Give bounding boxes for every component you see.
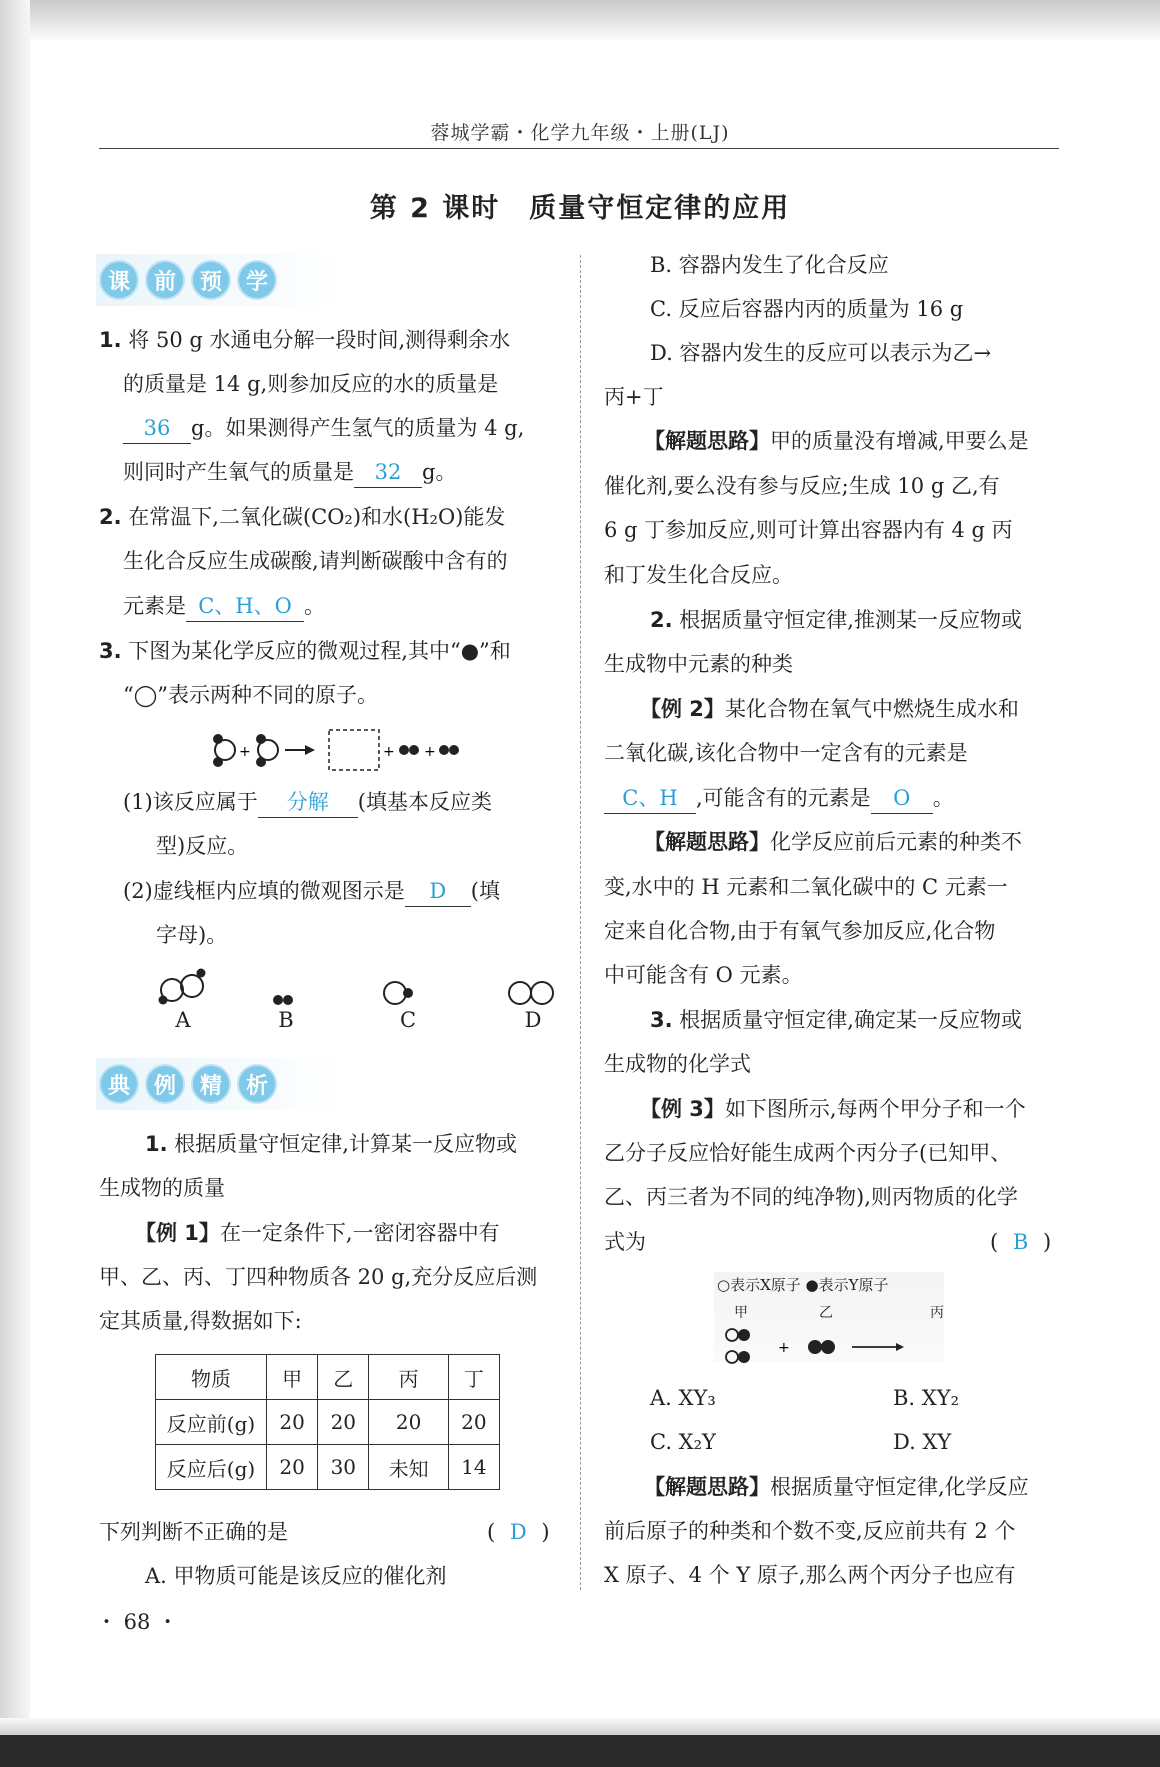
- black-atom: [399, 745, 409, 755]
- dashed-box: [329, 730, 379, 770]
- running-head: 蓉城学霸・化学九年级・上册(LJ): [430, 122, 730, 144]
- column-divider: [580, 255, 581, 1590]
- q2-text: 元素是: [123, 594, 186, 618]
- q2-line3: [123, 584, 325, 628]
- ex2-answer-1: C、H: [604, 783, 696, 814]
- topic3-text: 根据质量守恒定律,确定某一反应物或: [679, 1008, 1022, 1032]
- q3-text: (填: [470, 879, 500, 903]
- table-cell: 20: [267, 1400, 318, 1445]
- ex1-answer-bracket: [487, 1510, 550, 1554]
- table-cell: 未知: [369, 1445, 448, 1490]
- ex1-question: 下列判断不正确的是: [99, 1520, 288, 1544]
- ex2-tag: 【例 2】: [640, 697, 725, 721]
- ex3-line1: [640, 1087, 1026, 1131]
- black-atom: [403, 988, 413, 998]
- q1-text: 将 50 g 水通电分解一段时间,测得剩余水: [128, 328, 511, 352]
- q1-answer-2: 32: [354, 457, 422, 488]
- ex1-answer: D: [509, 1520, 527, 1544]
- black-atom: [439, 745, 449, 755]
- q3-reaction-diagram: [205, 724, 475, 776]
- table-cell: 20: [318, 1400, 369, 1445]
- arrow-head: [896, 1343, 904, 1351]
- table-cell: 20: [448, 1400, 499, 1445]
- ex2-tip-line3: 定来自化合物,由于有氧气参加反应,化合物: [604, 919, 996, 943]
- ex3-tip-line3: X 原子、4 个 Y 原子,那么两个丙分子也应有: [604, 1563, 1016, 1587]
- black-atom: [738, 1351, 750, 1363]
- topic3-line2: 生成物的化学式: [604, 1052, 751, 1076]
- paren-right: ): [1043, 1230, 1052, 1254]
- ex1-option-a: A. 甲物质可能是该反应的催化剂: [145, 1564, 447, 1588]
- tip-tag: 【解题思路】: [644, 830, 770, 854]
- ex1-line2: 甲、乙、丙、丁四种物质各 20 g,充分反应后测: [99, 1265, 538, 1289]
- ex1-tip-line3: 6 g 丁参加反应,则可计算出容器内有 4 g 丙: [604, 518, 1013, 542]
- tip-text: 根据质量守恒定律,化学反应: [770, 1475, 1029, 1499]
- section-badge-preview: [99, 260, 283, 300]
- black-atom: [213, 734, 223, 744]
- black-atom: [213, 757, 223, 767]
- topic2-line1: [650, 598, 1022, 642]
- ex3-line2: 乙分子反应恰好能生成两个丙分子(已知甲、: [604, 1141, 1012, 1165]
- ex2-line3: [604, 776, 954, 820]
- ex3-reaction-diagram: [720, 1320, 940, 1370]
- ex2-text: 。: [932, 786, 954, 810]
- plus-sign: +: [239, 744, 251, 760]
- ex3-option-b: B. XY₂: [893, 1386, 960, 1410]
- q1-text: g。如果测得产生氢气的质量为 4 g,: [191, 416, 525, 440]
- q3-part1-cont: 型)反应。: [156, 834, 249, 858]
- tip-text: 甲的质量没有增减,甲要么是: [770, 429, 1029, 453]
- page-bottom-shadow: [0, 1718, 1160, 1735]
- q3-answer-2: D: [405, 876, 471, 907]
- q3-option-label: B: [278, 1008, 294, 1032]
- badge-char: 预: [191, 260, 231, 300]
- table-header-row: [156, 1355, 500, 1400]
- q1-number: 1.: [99, 328, 122, 352]
- paren-left: (: [990, 1230, 999, 1254]
- black-atom: [283, 995, 293, 1005]
- white-atom: [384, 982, 406, 1004]
- black-atom: [409, 745, 419, 755]
- table-header-cell: 丁: [448, 1355, 499, 1400]
- black-atom: [159, 996, 168, 1005]
- arrow-head: [305, 745, 315, 755]
- q3-option-diagrams: [150, 960, 570, 1010]
- q3-part2-cont: 字母)。: [156, 923, 228, 947]
- ex3-line3: 乙、丙三者为不同的纯净物),则丙物质的化学: [604, 1185, 1018, 1209]
- q1-text: g。: [422, 460, 457, 484]
- table-cell: 反应前(g): [156, 1400, 267, 1445]
- badge-char: 析: [237, 1064, 277, 1104]
- ex1-option-b: B. 容器内发生了化合反应: [650, 253, 889, 277]
- badge-char: 精: [191, 1064, 231, 1104]
- table-header-cell: 丙: [369, 1355, 448, 1400]
- black-atom: [821, 1340, 835, 1354]
- paren-left: (: [487, 1520, 496, 1544]
- topic3-number: 3.: [650, 1008, 673, 1032]
- ex1-tip-line2: 催化剂,要么没有参与反应;生成 10 g 乙,有: [604, 474, 1000, 498]
- topic1-text: 根据质量守恒定律,计算某一反应物或: [174, 1132, 517, 1156]
- ex3-text: 如下图所示,每两个甲分子和一个: [724, 1097, 1026, 1121]
- badge-char: 学: [237, 260, 277, 300]
- q3-answer-1: 分解: [258, 787, 358, 818]
- page-title: 第 2 课时 质量守恒定律的应用: [369, 193, 791, 224]
- table-cell: 20: [267, 1445, 318, 1490]
- black-atom: [197, 969, 206, 978]
- q3-line1: [99, 629, 511, 673]
- white-atom: [181, 975, 203, 997]
- ex3-tip-line2: 前后原子的种类和个数不变,反应前共有 2 个: [604, 1519, 1016, 1543]
- ex3-option-d: D. XY: [893, 1430, 952, 1454]
- ex2-tip-line4: 中可能含有 O 元素。: [604, 963, 803, 987]
- header-rule: [99, 148, 1059, 149]
- q3-number: 3.: [99, 639, 122, 663]
- table-cell: 14: [448, 1445, 499, 1490]
- ex1-tip-line1: [644, 419, 1029, 463]
- q1-line2: 的质量是 14 g,则参加反应的水的质量是: [123, 372, 499, 396]
- page-number: ・ 68 ・: [96, 1610, 179, 1634]
- black-atom: [256, 734, 266, 744]
- ex3-tag: 【例 3】: [640, 1097, 725, 1121]
- table-row: [156, 1400, 500, 1445]
- ex3-tip-line1: [644, 1465, 1029, 1509]
- ex2-line2: 二氧化碳,该化合物中一定含有的元素是: [604, 741, 968, 765]
- q1-line4: [123, 450, 456, 494]
- ex2-tip-line2: 变,水中的 H 元素和二氧化碳中的 C 元素一: [604, 875, 1008, 899]
- q1-line1: [99, 318, 510, 362]
- ex2-answer-2: O: [871, 783, 933, 814]
- black-atom: [738, 1329, 750, 1341]
- white-atom: [726, 1329, 738, 1341]
- ex2-text: 某化合物在氧气中燃烧生成水和: [724, 697, 1019, 721]
- ex3-label-yi: 乙: [819, 1305, 833, 1321]
- q1-line3: [123, 406, 524, 450]
- white-atom: [726, 1351, 738, 1363]
- table-cell: 反应后(g): [156, 1445, 267, 1490]
- table-cell: 30: [318, 1445, 369, 1490]
- q2-line2: 生化合反应生成碳酸,请判断碳酸中含有的: [123, 549, 508, 573]
- paren-right: ): [541, 1520, 550, 1544]
- white-atom: [531, 982, 553, 1004]
- white-atom: [509, 982, 531, 1004]
- q3-line2: “◯”表示两种不同的原子。: [123, 683, 378, 707]
- ex2-line1: [640, 687, 1019, 731]
- q3-text: (1)该反应属于: [123, 790, 258, 814]
- ex3-option-a: A. XY₃: [650, 1386, 716, 1410]
- topic1-number: 1.: [145, 1132, 168, 1156]
- badge-char: 例: [145, 1064, 185, 1104]
- q3-option-label: C: [399, 1008, 417, 1032]
- page-top-shadow: [0, 0, 1160, 40]
- q2-line1: [99, 495, 505, 539]
- badge-char: 前: [145, 260, 185, 300]
- ex2-text: ,可能含有的元素是: [696, 786, 871, 810]
- tip-tag: 【解题思路】: [644, 1475, 770, 1499]
- ex3-label-bing: 丙: [930, 1305, 944, 1321]
- black-atom: [449, 745, 459, 755]
- ex3-legend: ○表示X原子 ●表示Y原子: [717, 1276, 889, 1294]
- q2-text: 在常温下,二氧化碳(CO₂)和水(H₂O)能发: [128, 505, 506, 529]
- black-atom: [808, 1340, 822, 1354]
- ex1-line3: 定其质量,得数据如下:: [99, 1309, 302, 1333]
- q1-text: 则同时产生氧气的质量是: [123, 460, 354, 484]
- ex1-text: 在一定条件下,一密闭容器中有: [219, 1221, 500, 1245]
- q1-answer-1: 36: [123, 413, 191, 444]
- ex3-label-jia: 甲: [734, 1305, 748, 1321]
- q3-text: 下图为某化学反应的微观过程,其中“●”和: [128, 639, 511, 663]
- q3-text: (填基本反应类: [357, 790, 492, 814]
- topic2-line2: 生成物中元素的种类: [604, 652, 793, 676]
- topic1-line2: 生成物的质量: [99, 1176, 225, 1200]
- q3-option-label: D: [524, 1008, 542, 1032]
- ex2-tip-line1: [644, 820, 1022, 864]
- plus-sign: +: [424, 744, 436, 760]
- topic3-line1: [650, 998, 1022, 1042]
- ex3-answer: B: [1012, 1230, 1029, 1254]
- bottom-bar: [0, 1735, 1160, 1767]
- q2-number: 2.: [99, 505, 122, 529]
- badge-char: 典: [99, 1064, 139, 1104]
- ex1-option-c: C. 反应后容器内丙的质量为 16 g: [650, 297, 964, 321]
- ex1-tip-line4: 和丁发生化合反应。: [604, 563, 793, 587]
- table-row: [156, 1445, 500, 1490]
- topic2-text: 根据质量守恒定律,推测某一反应物或: [679, 608, 1022, 632]
- table-cell: 20: [369, 1400, 448, 1445]
- tip-text: 化学反应前后元素的种类不: [770, 830, 1022, 854]
- table-header-cell: 物质: [156, 1355, 267, 1400]
- black-atom: [273, 995, 283, 1005]
- ex1-line1: [135, 1211, 500, 1255]
- page-left-shadow: [0, 0, 30, 1767]
- topic1-line1: [145, 1122, 517, 1166]
- ex1-tag: 【例 1】: [135, 1221, 220, 1245]
- plus-sign: +: [778, 1340, 790, 1356]
- ex3-answer-bracket: [990, 1220, 1051, 1264]
- ex3-option-c: C. X₂Y: [650, 1430, 716, 1454]
- ex1-data-table: [155, 1354, 500, 1490]
- q3-part2: [123, 869, 500, 913]
- ex1-option-d: D. 容器内发生的反应可以表示为乙→: [650, 341, 992, 365]
- q3-text: (2)虚线框内应填的微观图示是: [123, 879, 405, 903]
- section-badge-examples: [99, 1064, 283, 1104]
- ex1-option-d-cont: 丙+丁: [604, 385, 664, 409]
- q3-option-label: A: [175, 1008, 191, 1032]
- table-header-cell: 乙: [318, 1355, 369, 1400]
- q2-text: 。: [304, 594, 325, 618]
- q3-part1: [123, 780, 492, 824]
- ex3-line4: 式为: [604, 1230, 646, 1254]
- plus-sign: +: [383, 744, 395, 760]
- q2-answer: C、H、O: [186, 591, 304, 622]
- table-header-cell: 甲: [267, 1355, 318, 1400]
- badge-char: 课: [99, 260, 139, 300]
- topic2-number: 2.: [650, 608, 673, 632]
- tip-tag: 【解题思路】: [644, 429, 770, 453]
- black-atom: [256, 757, 266, 767]
